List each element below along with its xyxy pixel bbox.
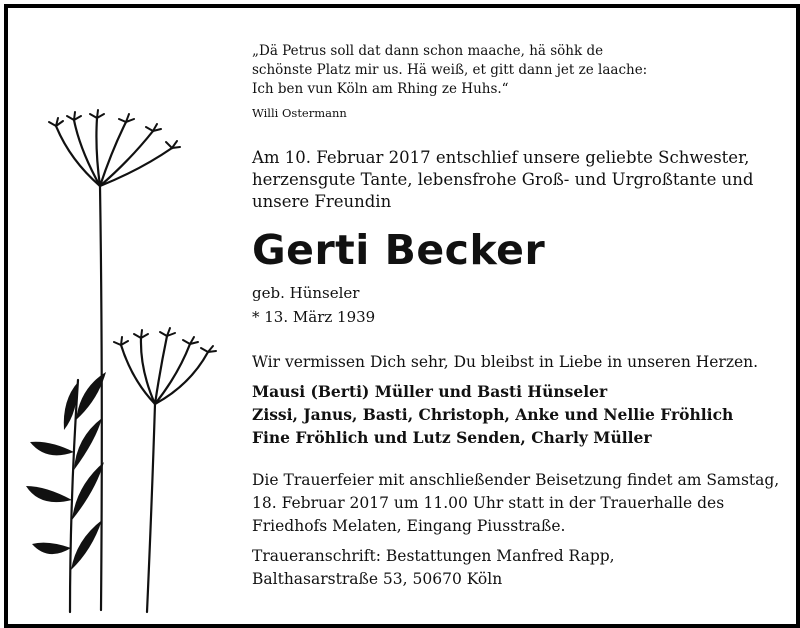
leaf (26, 486, 72, 502)
birth-date: * 13. März 1939 (252, 308, 376, 326)
mourners-list (252, 380, 733, 449)
leaf (71, 520, 102, 570)
leaf (74, 418, 102, 470)
mourners-line: Fine Fröhlich und Lutz Senden, Charly Müller (252, 428, 652, 447)
address-line: Traueranschrift: Bestattungen Manfred Rapp, (252, 547, 615, 565)
leaf (72, 462, 104, 520)
maiden-name: geb. Hünseler (252, 284, 360, 302)
leaf (32, 543, 71, 554)
mourning-address (252, 545, 615, 591)
farewell-message: Wir vermissen Dich sehr, Du bleibst in Liebe in unseren Herzen. (252, 353, 759, 371)
lower-umbel (121, 336, 208, 404)
funeral-service-info (252, 469, 779, 538)
quote-line: „Dä Petrus soll dat dann schon maache, hä söhk de (252, 43, 604, 59)
leaves (26, 372, 106, 570)
address-line: Balthasarstraße 53, 50670 Köln (252, 570, 503, 588)
quote-line: Ich ben vun Köln am Rhing ze Huhs.“ (252, 81, 509, 97)
service-line: 18. Februar 2017 um 11.00 Uhr statt in der Trauerhalle des (252, 494, 725, 512)
leaf (30, 442, 74, 456)
intro-line: Am 10. Februar 2017 entschlief unsere geliebte Schwester, (252, 148, 750, 167)
service-line: Friedhofs Melaten, Eingang Piusstraße. (252, 517, 566, 535)
mourners-line: Mausi (Berti) Müller und Basti Hünseler (252, 382, 608, 401)
deceased-name: Gerti Becker (252, 226, 546, 274)
quote-author: Willi Ostermann (252, 106, 347, 120)
short-stem (147, 404, 155, 612)
intro-text (252, 147, 754, 213)
intro-line: unsere Freundin (252, 192, 392, 211)
mourners-line: Zissi, Janus, Basti, Christoph, Anke und Nellie Fröhlich (252, 405, 734, 424)
tall-stem (100, 186, 102, 610)
service-line: Die Trauerfeier mit anschließender Beisetzung findet am Samstag, (252, 471, 780, 489)
intro-line: herzensgute Tante, lebensfrohe Groß- und Urgroßtante und (252, 170, 754, 189)
quote (252, 42, 647, 99)
quote-line: schönste Platz mir us. Hä weiß, et gitt dann jet ze laache: (252, 62, 648, 78)
